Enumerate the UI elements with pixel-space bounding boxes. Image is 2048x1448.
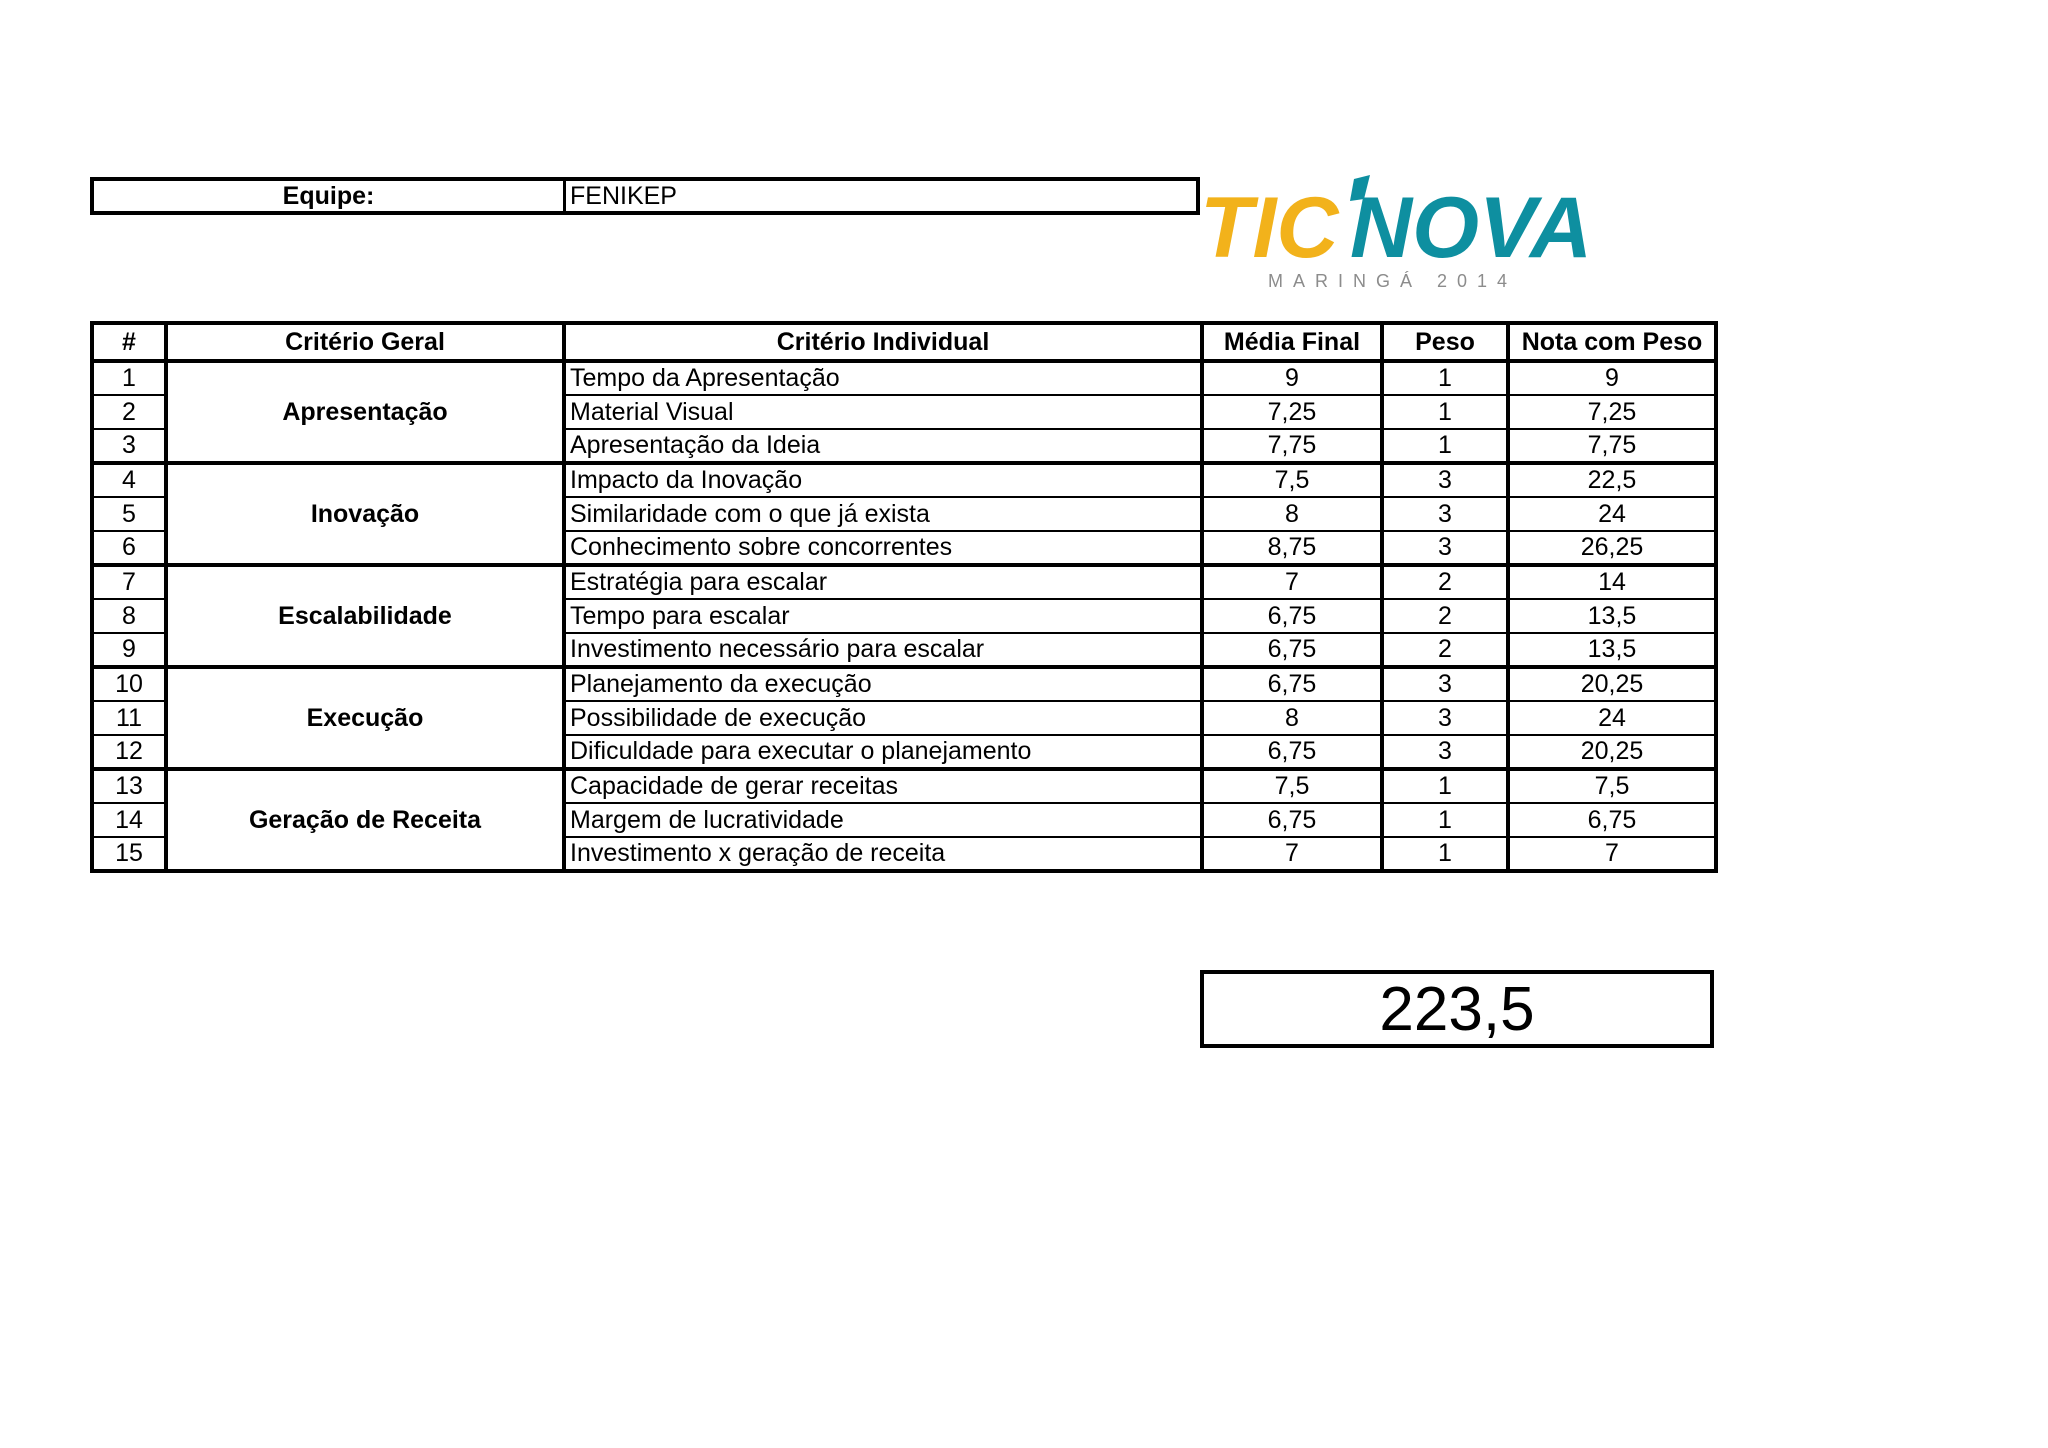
weight: 3: [1382, 667, 1508, 701]
row-number: 1: [92, 361, 166, 395]
individual-criterion: Margem de lucratividade: [564, 803, 1202, 837]
col-header-weight: Peso: [1382, 323, 1508, 361]
logo-tic-text: TIC: [1200, 180, 1339, 276]
score-table: [90, 321, 1718, 873]
average-score: 7,25: [1202, 395, 1382, 429]
weight: 3: [1382, 701, 1508, 735]
average-score: 6,75: [1202, 667, 1382, 701]
row-number: 7: [92, 565, 166, 599]
weighted-score: 20,25: [1508, 735, 1716, 769]
average-score: 7: [1202, 565, 1382, 599]
row-number: 11: [92, 701, 166, 735]
individual-criterion: Estratégia para escalar: [564, 565, 1202, 599]
col-header-individual: Critério Individual: [564, 323, 1202, 361]
individual-criterion: Investimento necessário para escalar: [564, 633, 1202, 667]
weighted-score: 14: [1508, 565, 1716, 599]
weighted-score: 7,5: [1508, 769, 1716, 803]
average-score: 7,5: [1202, 463, 1382, 497]
weight: 3: [1382, 735, 1508, 769]
average-score: 8: [1202, 701, 1382, 735]
average-score: 7: [1202, 837, 1382, 871]
individual-criterion: Investimento x geração de receita: [564, 837, 1202, 871]
table-row: [92, 361, 1716, 395]
weight: 1: [1382, 429, 1508, 463]
weight: 3: [1382, 463, 1508, 497]
weight: 1: [1382, 837, 1508, 871]
individual-criterion: Tempo para escalar: [564, 599, 1202, 633]
team-header: [90, 177, 1200, 215]
general-criterion: Geração de Receita: [166, 769, 564, 871]
table-body: [92, 361, 1716, 871]
row-number: 12: [92, 735, 166, 769]
logo-subtitle: MARINGÁ 2014: [1268, 271, 1518, 291]
general-criterion: Escalabilidade: [166, 565, 564, 667]
general-criterion: Execução: [166, 667, 564, 769]
individual-criterion: Material Visual: [564, 395, 1202, 429]
col-header-average: Média Final: [1202, 323, 1382, 361]
weighted-score: 24: [1508, 497, 1716, 531]
weight: 3: [1382, 531, 1508, 565]
weight: 1: [1382, 769, 1508, 803]
weighted-score: 6,75: [1508, 803, 1716, 837]
table-row: [92, 667, 1716, 701]
weighted-score: 20,25: [1508, 667, 1716, 701]
table-row: [92, 769, 1716, 803]
table-header-row: [92, 323, 1716, 361]
average-score: 6,75: [1202, 599, 1382, 633]
general-criterion: Inovação: [166, 463, 564, 565]
table-row: [92, 463, 1716, 497]
individual-criterion: Impacto da Inovação: [564, 463, 1202, 497]
individual-criterion: Tempo da Apresentação: [564, 361, 1202, 395]
average-score: 8: [1202, 497, 1382, 531]
logo-nova-text: NOVA: [1350, 180, 1593, 276]
weighted-score: 13,5: [1508, 633, 1716, 667]
col-header-general: Critério Geral: [166, 323, 564, 361]
ticnova-logo: [1198, 165, 1608, 293]
weighted-score: 9: [1508, 361, 1716, 395]
weight: 1: [1382, 803, 1508, 837]
individual-criterion: Capacidade de gerar receitas: [564, 769, 1202, 803]
individual-criterion: Apresentação da Ideia: [564, 429, 1202, 463]
row-number: 6: [92, 531, 166, 565]
average-score: 6,75: [1202, 633, 1382, 667]
individual-criterion: Dificuldade para executar o planejamento: [564, 735, 1202, 769]
weighted-score: 26,25: [1508, 531, 1716, 565]
weight: 2: [1382, 633, 1508, 667]
row-number: 13: [92, 769, 166, 803]
team-name: FENIKEP: [570, 181, 677, 210]
individual-criterion: Conhecimento sobre concorrentes: [564, 531, 1202, 565]
average-score: 9: [1202, 361, 1382, 395]
weighted-score: 7,75: [1508, 429, 1716, 463]
average-score: 6,75: [1202, 735, 1382, 769]
row-number: 15: [92, 837, 166, 871]
weight: 1: [1382, 361, 1508, 395]
table-row: [92, 565, 1716, 599]
weight: 2: [1382, 599, 1508, 633]
average-score: 6,75: [1202, 803, 1382, 837]
row-number: 5: [92, 497, 166, 531]
weighted-score: 13,5: [1508, 599, 1716, 633]
general-criterion: Apresentação: [166, 361, 564, 463]
average-score: 8,75: [1202, 531, 1382, 565]
row-number: 14: [92, 803, 166, 837]
weighted-score: 22,5: [1508, 463, 1716, 497]
total-score: 223,5: [1200, 970, 1714, 1048]
col-header-weighted-score: Nota com Peso: [1508, 323, 1716, 361]
average-score: 7,75: [1202, 429, 1382, 463]
col-header-number: #: [92, 323, 166, 361]
row-number: 3: [92, 429, 166, 463]
weighted-score: 7: [1508, 837, 1716, 871]
weight: 3: [1382, 497, 1508, 531]
row-number: 10: [92, 667, 166, 701]
weighted-score: 24: [1508, 701, 1716, 735]
team-label: Equipe:: [94, 181, 566, 211]
row-number: 9: [92, 633, 166, 667]
individual-criterion: Planejamento da execução: [564, 667, 1202, 701]
weight: 2: [1382, 565, 1508, 599]
weight: 1: [1382, 395, 1508, 429]
row-number: 4: [92, 463, 166, 497]
row-number: 8: [92, 599, 166, 633]
individual-criterion: Possibilidade de execução: [564, 701, 1202, 735]
weighted-score: 7,25: [1508, 395, 1716, 429]
row-number: 2: [92, 395, 166, 429]
individual-criterion: Similaridade com o que já exista: [564, 497, 1202, 531]
average-score: 7,5: [1202, 769, 1382, 803]
